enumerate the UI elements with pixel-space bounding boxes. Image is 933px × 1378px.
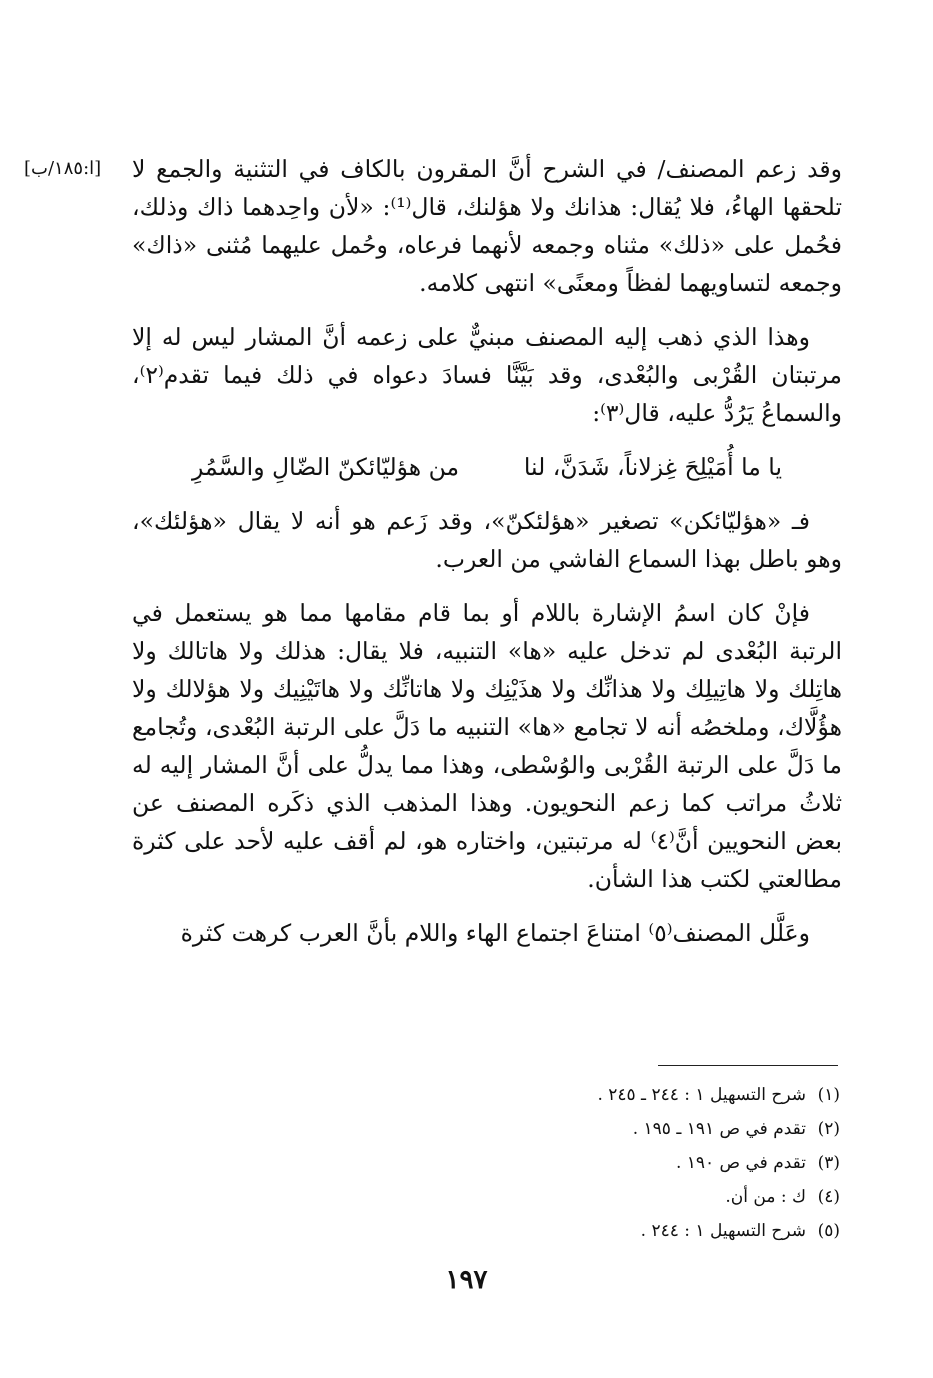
main-text (132, 150, 842, 968)
paragraph-1: وقد زعم المصنف/ في الشرح أنَّ المقرون بالكاف في التثنية والجمع لا تلحقها الهاءُ، فلا يُقال: هذانك ولا هؤلنك، قال⁽¹⁾: «لأن واحِدهما ذاك وذلك، فحُمل على «ذلك» مثناه وجمعه لأنهما فرعاه، وحُمل عليهما مُثنى «ذاك» وجمعه لتساويهما لفظاً ومعنًى» انتهى كلامه. (132, 155, 842, 297)
footnote-separator (658, 1065, 838, 1066)
verse-second-hemistich: من هؤليّائكنّ الضّالِ والسَّمُرِ (192, 453, 460, 481)
footnote-text: شرح التسهيل ١ : ٢٤٤ . (640, 1221, 806, 1241)
page-number: ١٩٧ (445, 1265, 488, 1295)
manuscript-folio-reference: [ا:١٨٥/ب] (24, 158, 102, 179)
footnote-number: (٥) (817, 1221, 840, 1241)
footnote (300, 1112, 840, 1146)
footnote-text: تقدم في ص ١٩١ ـ ١٩٥ . (632, 1119, 806, 1139)
footnote-number: (٣) (817, 1153, 840, 1173)
paragraph-3: فـ «هؤليّائكن» تصغير «هؤلئكنّ»، وقد زَعم هو أنه لا يقال «هؤلئك»، وهو باطل بهذا السماع الفاشي من العرب. (132, 507, 842, 573)
footnote-text: ك : من أن. (725, 1187, 806, 1207)
footnote-number: (٢) (817, 1119, 840, 1139)
footnote (300, 1078, 840, 1112)
paragraph-4: فإنْ كان اسمُ الإشارة باللام أو بما قام مقامها مما هو يستعمل في الرتبة البُعْدى لم تدخل عليه «ها» التنبيه، فلا يقال: هذلك ولا هاتالك ولا هاتِلك ولا هاتِيلِك ولا هذانِّك ولا هذَيْنِك ولا هاتانِّك ولا هاتَيْنِيك ولا هؤلالك ولا هؤُلَّاك، وملخصُه أنه لا تجامع «ها» التنبيه ما دَلَّ على الرتبة البُعْدى، وتُجامع ما دَلَّ على الرتبة القُرْبى والوُسْطى، وهذا مما يدلُّ على أنَّ المشار إليه له ثلاثُ مراتب كما زعم النحويون. وهذا المذهب الذي ذكَره المصنف عن بعض النحويين أنَّ⁽٤⁾ له مرتبتين، واختاره هو، لم أقف عليه لأحد على كثرة مطالعتي لكتب هذا الشأن. (132, 599, 842, 893)
verse-first-hemistich: يا ما أُمَيْلِحَ غِزلاناً، شَدَنَّ، لنا (523, 453, 782, 481)
footnote (300, 1214, 840, 1248)
footnote (300, 1180, 840, 1214)
paragraph-2: وهذا الذي ذهب إليه المصنف مبنيٌّ على زعمه أنَّ المشار ليس له إلا مرتبتان القُرْبى والبُعْدى، وقد بَيَّنَّا فسادَ دعواه في ذلك فيما تقدم⁽٢⁾، والسماعُ يَرُدُّ عليه، قال⁽٣⁾: (132, 323, 843, 427)
poetry-verse (132, 448, 842, 486)
footnotes (300, 1078, 840, 1248)
footnote (300, 1146, 840, 1180)
footnote-text: شرح التسهيل ١ : ٢٤٤ ـ ٢٤٥ . (597, 1085, 806, 1105)
footnote-number: (٤) (817, 1187, 840, 1207)
footnote-text: تقدم في ص ١٩٠ . (675, 1153, 806, 1173)
footnote-number: (١) (817, 1085, 840, 1105)
paragraph-5: وعَلَّل المصنف⁽٥⁾ امتناعَ اجتماع الهاء واللام بأنَّ العرب كرهت كثرة (180, 919, 810, 947)
